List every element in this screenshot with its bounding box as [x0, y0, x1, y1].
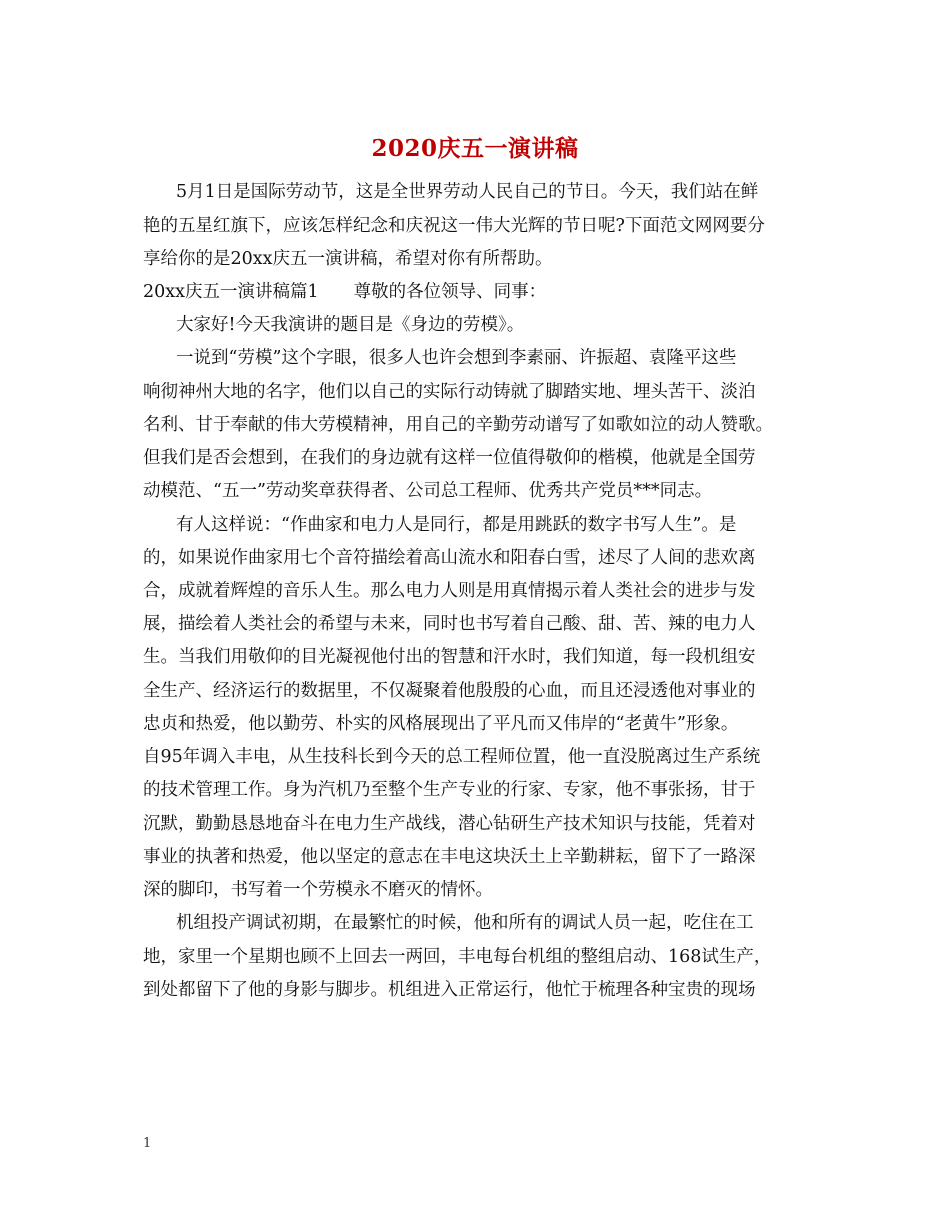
text-line: 有人这样说：“作曲家和电力人是同行，都是用跳跃的数字书写人生”。是 [176, 515, 737, 535]
text-line: 全生产、经济运行的数据里，不仅凝聚着他殷殷的心血，而且还浸透他对事业的 [143, 681, 756, 701]
text-line: 一说到“劳模”这个字眼，很多人也许会想到李素丽、许振超、袁隆平这些 [176, 348, 737, 368]
text-line: 20xx庆五一演讲稿篇1 尊敬的各位领导、同事： [143, 282, 547, 302]
text-line: 名利、甘于奉献的伟大劳模精神，用自己的辛勤劳动谱写了如歌如泣的动人赞歌。 [143, 415, 773, 435]
text-line: 5月1日是国际劳动节，这是全世界劳动人民自己的节日。今天，我们站在鲜 [176, 182, 759, 202]
text-line: 的，如果说作曲家用七个音符描绘着高山流水和阳春白雪，述尽了人间的悲欢离 [143, 548, 756, 568]
text-line: 艳的五星红旗下，应该怎样纪念和庆祝这一伟大光辉的节日呢?下面范文网网要分 [143, 216, 765, 236]
page-number: 1 [143, 1136, 152, 1151]
text-line: 事业的执著和热爱，他以坚定的意志在丰电这块沃土上辛勤耕耘，留下了一路深 [143, 847, 756, 867]
text-line: 合，成就着辉煌的音乐人生。那么电力人则是用真情揭示着人类社会的进步与发 [143, 581, 756, 601]
text-line: 自95年调入丰电，从生技科长到今天的总工程师位置，他一直没脱离过生产系统 [143, 747, 761, 767]
text-line: 的技术管理工作。身为汽机乃至整个生产专业的行家、专家，他不事张扬，甘于 [143, 780, 756, 800]
text-line: 机组投产调试初期，在最繁忙的时候，他和所有的调试人员一起，吃住在工 [176, 913, 754, 933]
text-line: 生。当我们用敬仰的目光凝视他付出的智慧和汗水时，我们知道，每一段机组安 [143, 647, 756, 667]
text-line: 到处都留下了他的身影与脚步。机组进入正常运行，他忙于梳理各种宝贵的现场 [143, 980, 756, 1000]
text-line: 大家好!今天我演讲的题目是《身边的劳模》。 [176, 315, 525, 335]
text-line: 响彻神州大地的名字，他们以自己的实际行动铸就了脚踏实地、埋头苦干、淡泊 [143, 382, 756, 402]
text-line: 但我们是否会想到，在我们的身边就有这样一位值得敬仰的楷模，他就是全国劳 [143, 448, 756, 468]
text-line: 深的脚印，书写着一个劳模永不磨灭的情怀。 [143, 880, 493, 900]
text-line: 地，家里一个星期也顾不上回去一两回，丰电每台机组的整组启动、168试生产， [143, 947, 772, 967]
text-line: 动模范、“五一”劳动奖章获得者、公司总工程师、优秀共产党员***同志。 [143, 481, 713, 501]
text-line: 忠贞和热爱，他以勤劳、朴实的风格展现出了平凡而又伟岸的“老黄牛”形象。 [143, 714, 739, 734]
text-line: 展，描绘着人类社会的希望与未来，同时也书写着自己酸、甜、苦、辣的电力人 [143, 614, 756, 634]
text-line: 享给你的是20xx庆五一演讲稿，希望对你有所帮助。 [143, 249, 553, 269]
text-line: 沉默，勤勤恳恳地奋斗在电力生产战线，潜心钻研生产技术知识与技能，凭着对 [143, 814, 756, 834]
document-title: 2020庆五一演讲稿 [371, 135, 579, 162]
